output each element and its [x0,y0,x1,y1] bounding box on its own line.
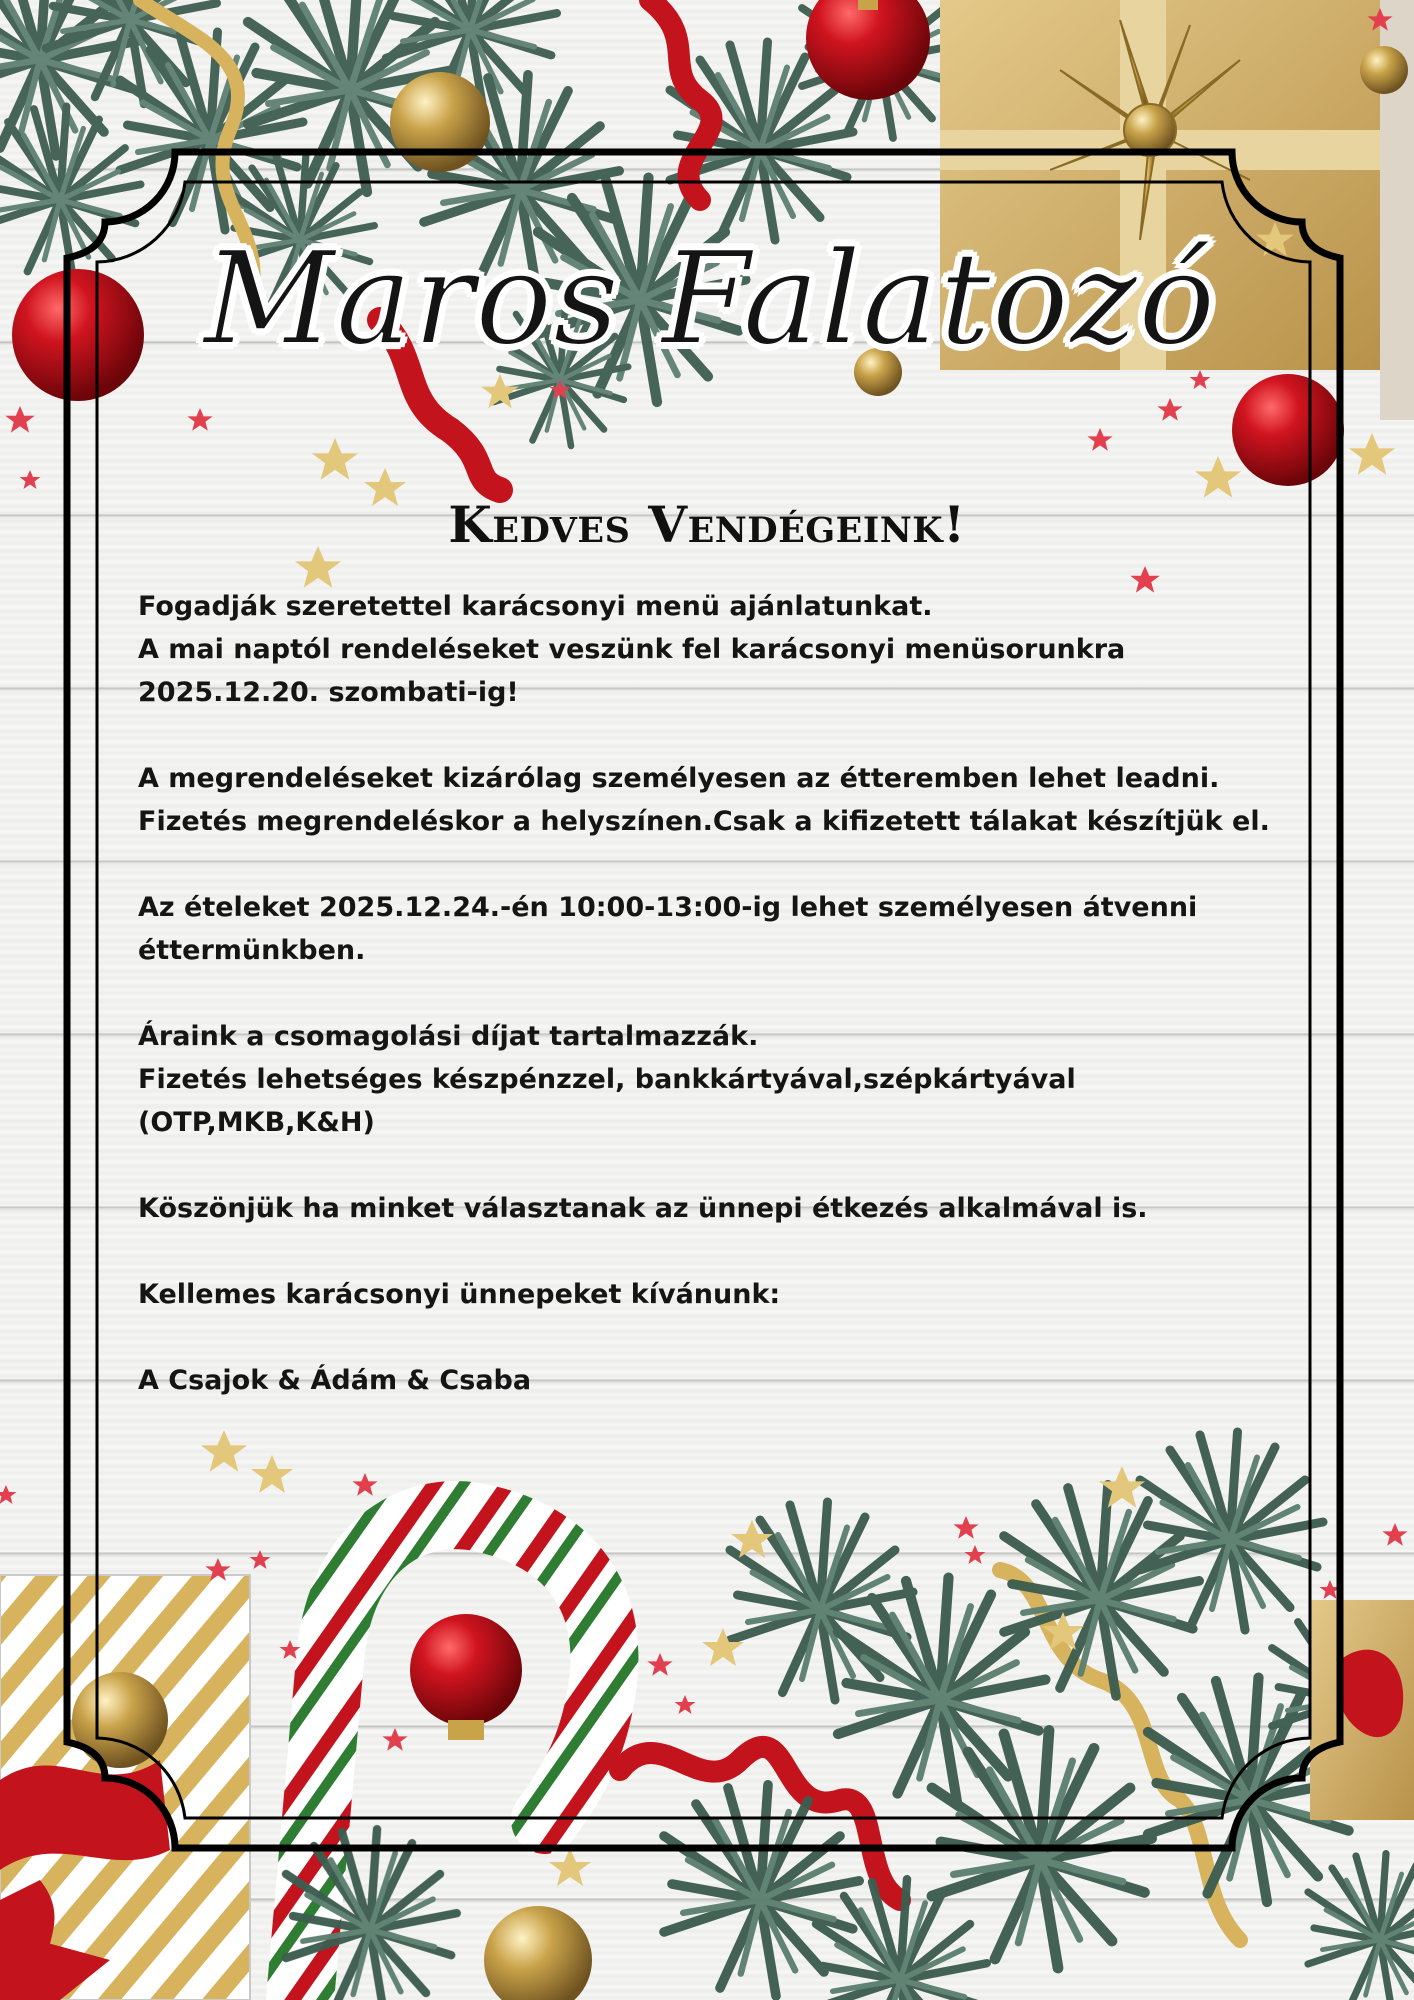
text-line: Köszönjük ha minket választanak az ünnepi étkezés alkalmával is. [138,1193,1148,1224]
text-line: (OTP,MKB,K&H) [138,1107,375,1138]
paragraph-payment [138,1015,1288,1144]
paragraph-ordering [138,757,1288,843]
message-body [138,585,1288,1445]
page-title: Maros Falatozó [203,225,1217,374]
text-line: Fizetés megrendeléskor a helyszínen.Csak a kifizetett tálakat készítjük el. [138,806,1270,837]
title-block [160,200,1260,420]
paragraph-pickup [138,886,1288,972]
signature: A Csajok & Ádám & Csaba [138,1365,532,1396]
greeting-heading: Kedves Vendégeink! [448,495,966,554]
text-line: Áraink a csomagolási díjat tartalmazzák. [138,1021,759,1052]
paragraph-signature [138,1359,1288,1402]
text-line: Az ételeket 2025.12.24.-én 10:00-13:00-ig lehet személyesen átvenni [138,892,1198,923]
text-line: 2025.12.20. szombati-ig! [138,677,519,708]
text-line: Kellemes karácsonyi ünnepeket kívánunk: [138,1279,781,1310]
text-line: A mai naptól rendeléseket veszünk fel karácsonyi menüsorunkra [138,634,1126,665]
text-line: Fogadják szeretettel karácsonyi menü ajánlatunkat. [138,591,933,622]
text-line: éttermünkben. [138,935,366,966]
paragraph-thanks [138,1187,1288,1230]
text-line: A megrendeléseket kizárólag személyesen az étteremben lehet leadni. [138,763,1220,794]
paragraph-intro [138,585,1288,714]
text-line: Fizetés lehetséges készpénzzel, bankkártyával,szépkártyával [138,1064,1076,1095]
paragraph-wishes [138,1273,1288,1316]
